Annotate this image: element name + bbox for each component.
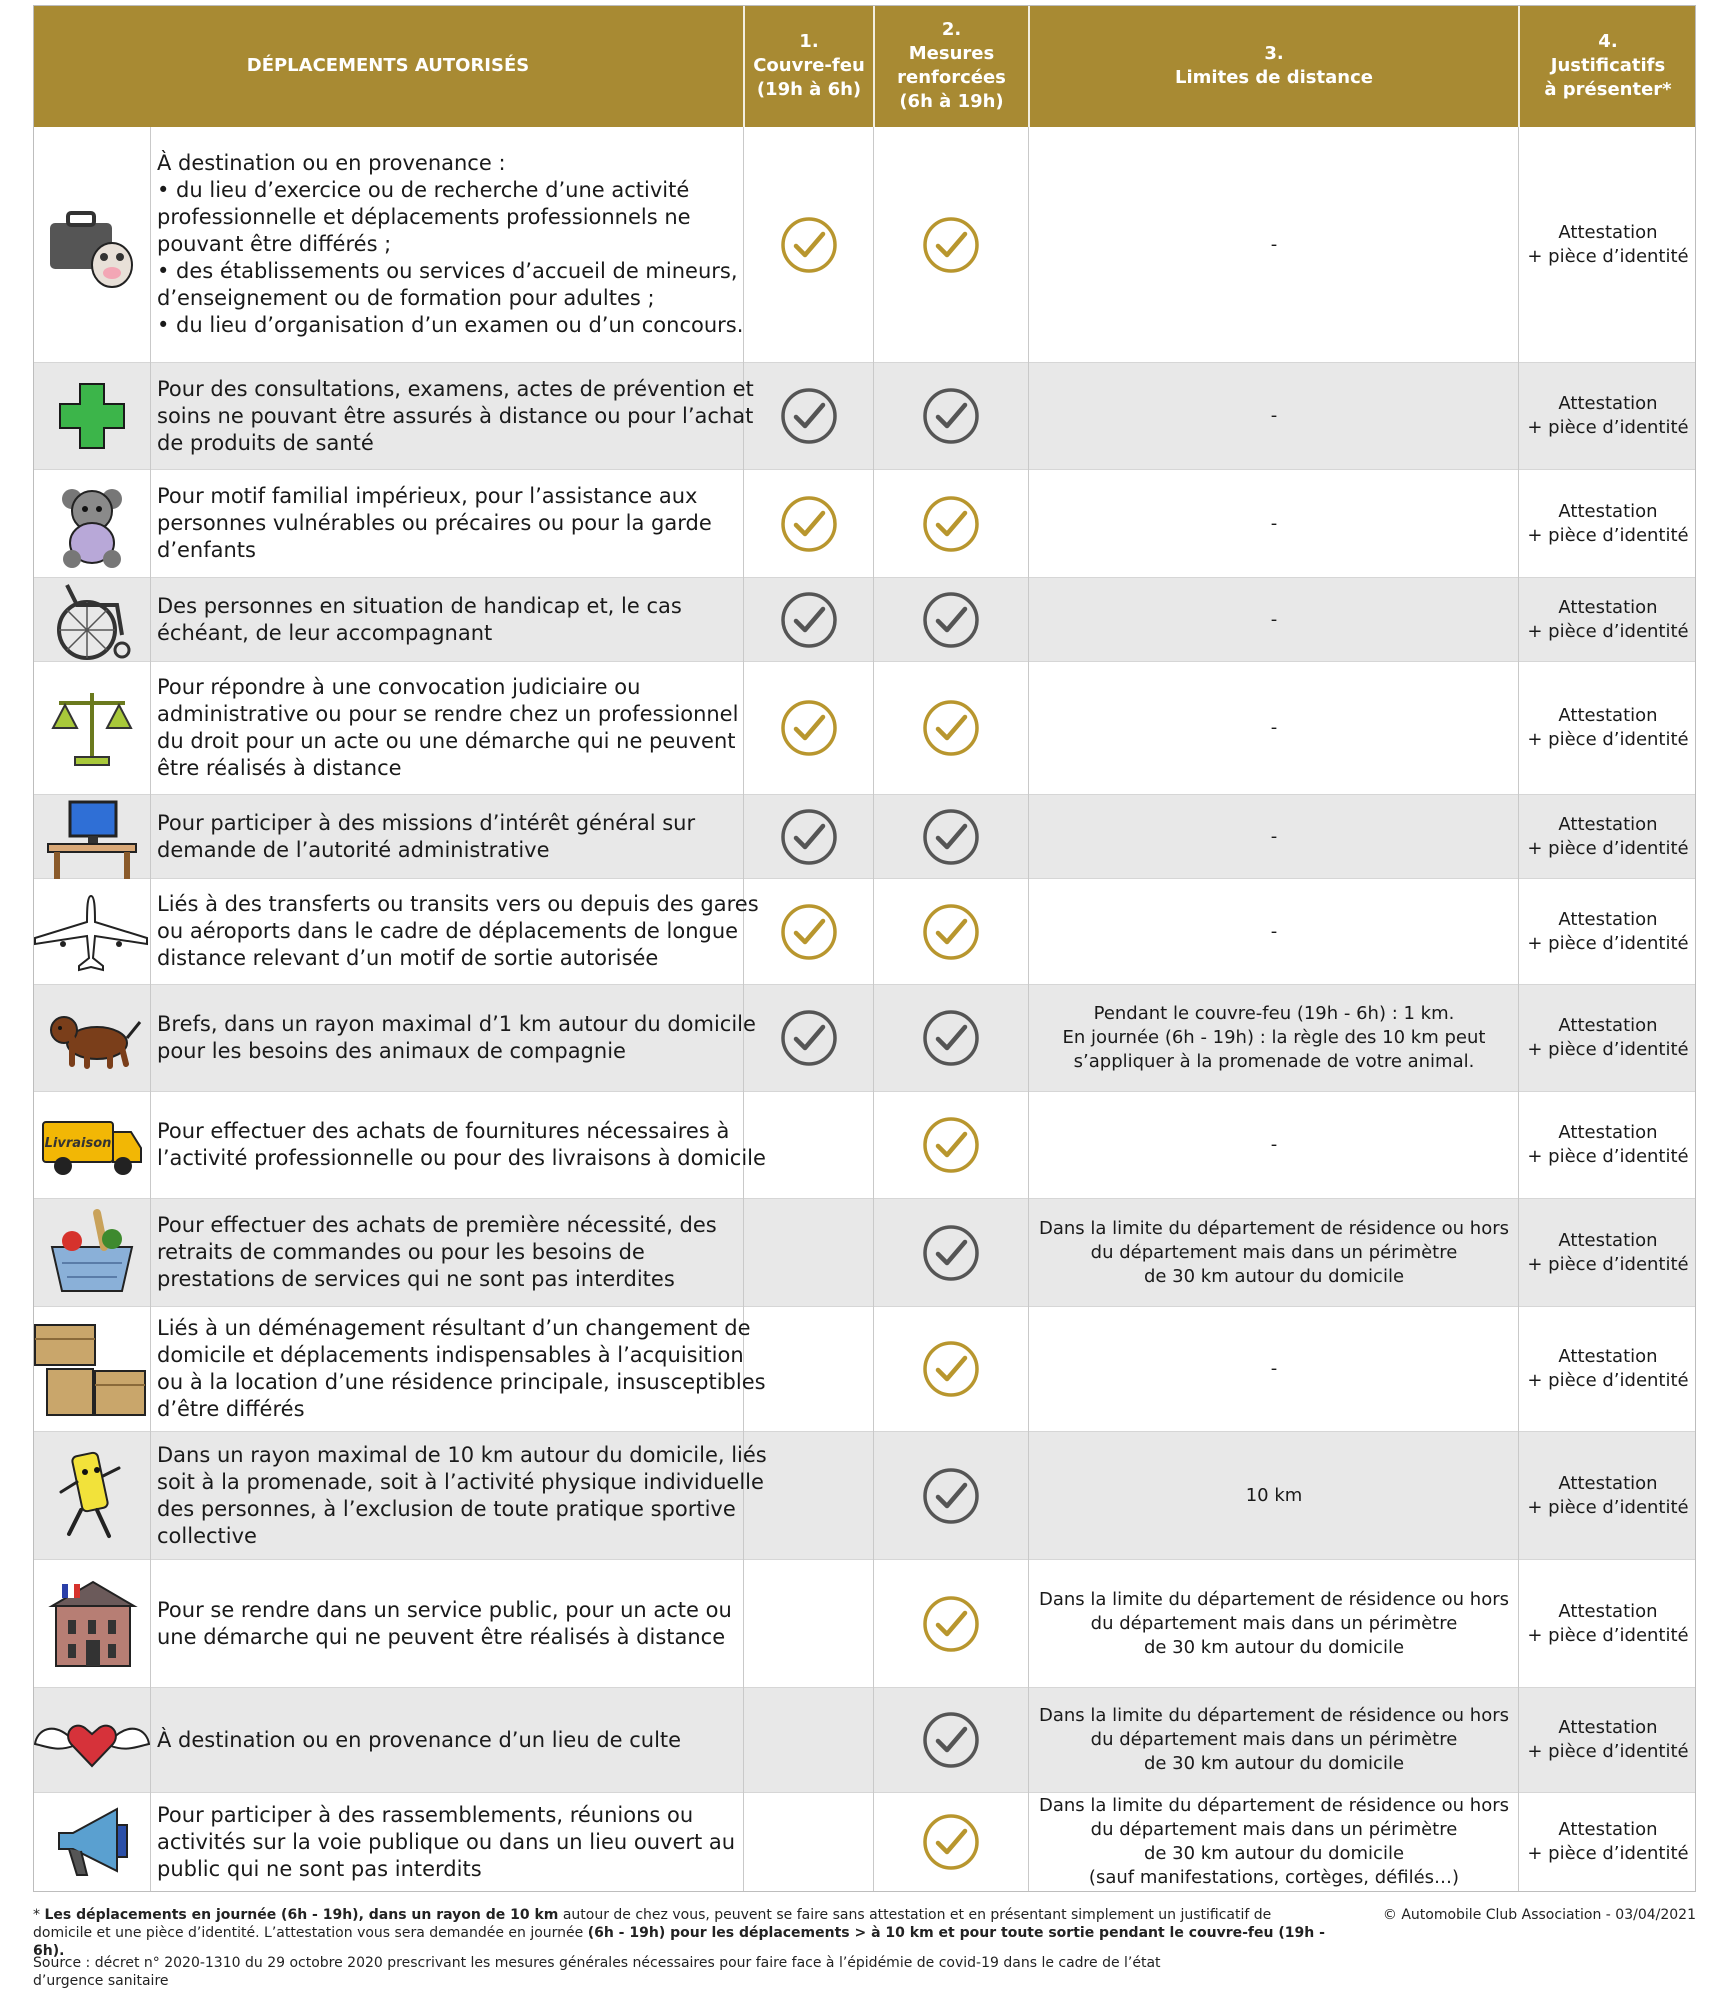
trip-description: Pour répondre à une convocation judiciaire ou administrative ou pour se rendre chez un professionnel du droit pour un acte ou une démarche qui ne peuvent être réalisés à distance <box>157 675 739 780</box>
reinforced-check-icon <box>921 1466 981 1526</box>
id-document-label: + pièce d’identité <box>1527 1843 1689 1864</box>
reinforced-check-icon <box>921 1710 981 1770</box>
distance-limit: Dans la limite du département de résidence ou hors du département mais dans un périmètre de 30 km autour du domicile <box>1038 1705 1509 1774</box>
attestation-label: Attestation <box>1558 1346 1658 1367</box>
table-row <box>33 470 1696 578</box>
table-row <box>33 1688 1696 1793</box>
table-row <box>33 1432 1696 1560</box>
id-document-label: + pièce d’identité <box>1527 1496 1689 1518</box>
required-documents <box>1520 1688 1696 1792</box>
reinforced-check-icon <box>921 1594 981 1654</box>
id-document-label: + pièce d’identité <box>1527 837 1689 859</box>
curfew-check-icon <box>779 902 839 962</box>
id-document-label: + pièce d’identité <box>1527 1146 1689 1167</box>
header-authorized-trips: DÉPLACEMENTS AUTORISÉS <box>246 55 530 76</box>
table-row <box>33 1307 1696 1432</box>
id-document-label: + pièce d’identité <box>1527 1741 1689 1762</box>
required-documents <box>1520 578 1696 661</box>
footnote-asterisk: * <box>33 1907 45 1923</box>
table-header <box>33 5 1696 127</box>
required-documents <box>1520 363 1696 469</box>
required-documents <box>1520 795 1696 878</box>
trip-description: Pour participer à des rassemblements, réunions ou activités sur la voie publique ou dans un lieu ouvert au public qui ne sont pas interdits <box>157 1802 736 1881</box>
distance-limit: - <box>1270 717 1278 738</box>
reinforced-check-icon <box>921 1223 981 1283</box>
attestation-label: Attestation <box>1558 596 1658 618</box>
reinforced-check-icon <box>921 1812 981 1872</box>
reinforced-check-icon <box>921 902 981 962</box>
trip-description: Pour motif familial impérieux, pour l’assistance aux personnes vulnérables ou précaires ou pour la garde d’enfants <box>157 484 712 562</box>
distance-limit: Pendant le couvre-feu (19h - 6h) : 1 km. En journée (6h - 19h) : la règle des 10 km peut s’appliquer à la promenade de votre animal. <box>1062 1003 1486 1072</box>
distance-limit: Dans la limite du département de résidence ou hors du département mais dans un périmètre de 30 km autour du domicile <box>1038 1588 1509 1658</box>
footnote-bold-1: Les déplacements en journée (6h - 19h), dans un rayon de 10 km <box>44 1907 559 1923</box>
curfew-check-icon <box>779 1008 839 1068</box>
trip-description: Pour effectuer des achats de fournitures nécessaires à l’activité professionnelle ou pour des livraisons à domicile <box>157 1119 766 1170</box>
table-row <box>33 1793 1696 1892</box>
id-document-label: + pièce d’identité <box>1527 620 1689 642</box>
moving-boxes-icon <box>33 1307 150 1431</box>
curfew-check-icon <box>779 807 839 867</box>
table-row <box>33 985 1696 1092</box>
attestation-label: Attestation <box>1558 393 1658 414</box>
table-row <box>33 363 1696 470</box>
trip-description: Des personnes en situation de handicap et, le cas échéant, de leur accompagnant <box>157 593 682 645</box>
distance-limit: - <box>1270 512 1278 534</box>
attestation-label: Attestation <box>1558 813 1658 835</box>
trip-description: Pour des consultations, examens, actes de prévention et soins ne pouvant être assurés à distance ou pour l’achat de produits de santé <box>157 376 754 455</box>
header-curfew: 1. Couvre-feu (19h à 6h) <box>753 31 865 100</box>
required-documents <box>1520 1560 1696 1687</box>
table-row <box>33 578 1696 662</box>
id-document-label: + pièce d’identité <box>1527 932 1689 954</box>
id-document-label: + pièce d’identité <box>1527 417 1689 438</box>
footnote-bold-2: (6h - 19h) pour les déplacements > à 10 km et pour toute sortie pendant le couvre-feu (19h - 6h). <box>33 1925 1325 1959</box>
distance-limit: 10 km <box>1245 1484 1303 1506</box>
trip-description: Brefs, dans un rayon maximal d’1 km autour du domicile pour les besoins des animaux de compagnie <box>157 1012 756 1063</box>
distance-limit: - <box>1270 405 1278 426</box>
reinforced-check-icon <box>921 215 981 275</box>
teddy-bear-icon <box>33 470 150 577</box>
dog-icon <box>33 985 150 1091</box>
required-documents <box>1520 1793 1696 1891</box>
attestation-label: Attestation <box>1558 1015 1658 1036</box>
trip-description: Pour se rendre dans un service public, pour un acte ou une démarche qui ne peuvent être réalisés à distance <box>157 1597 732 1649</box>
attestation-label: Attestation <box>1558 705 1658 726</box>
distance-limit: - <box>1270 1358 1278 1379</box>
required-documents <box>1520 127 1696 362</box>
source-note: Source : décret n° 2020-1310 du 29 octobre 2020 prescrivant les mesures générales nécessaires pour faire face à l’épidémie de covid-19 dans le cadre de l’état d’urgence sanitaire <box>33 1955 1161 1989</box>
id-document-label: + pièce d’identité <box>1527 1370 1689 1391</box>
id-document-label: + pièce d’identité <box>1527 1624 1689 1646</box>
delivery-van-icon <box>33 1092 150 1198</box>
id-document-label: + pièce d’identité <box>1527 1039 1689 1060</box>
megaphone-icon <box>33 1793 150 1891</box>
required-documents <box>1520 985 1696 1091</box>
required-documents <box>1520 1432 1696 1559</box>
scales-icon <box>33 662 150 794</box>
reinforced-check-icon <box>921 698 981 758</box>
reinforced-check-icon <box>921 1115 981 1175</box>
required-documents <box>1520 662 1696 794</box>
distance-limit: - <box>1270 233 1278 255</box>
trip-description: À destination ou en provenance d’un lieu de culte <box>157 1727 682 1752</box>
trip-description: Liés à un déménagement résultant d’un changement de domicile et déplacements indispensables à l’acquisition ou à la location d’une résidence principale, insusceptibles d’être différés <box>157 1316 766 1421</box>
table-row <box>33 795 1696 879</box>
trip-description: Pour effectuer des achats de première nécessité, des retraits de commandes ou pour les besoins de prestations de services qui ne sont pas interdites <box>157 1213 717 1291</box>
town-hall-icon <box>33 1560 150 1687</box>
table-row <box>33 879 1696 985</box>
briefcase-icon <box>33 127 150 362</box>
required-documents <box>1520 1092 1696 1198</box>
attestation-label: Attestation <box>1558 1122 1658 1143</box>
attestation-label: Attestation <box>1558 500 1658 522</box>
van-label: Livraison <box>44 1136 112 1151</box>
footnote <box>33 1906 1333 1960</box>
header-distance-limits: 3. Limites de distance <box>1175 43 1373 88</box>
trip-description: Dans un rayon maximal de 10 km autour du domicile, liés soit à la promenade, soit à l’activité physique individuelle des personnes, à l’exclusion de toute pratique sportive collective <box>157 1442 767 1548</box>
trip-description: Pour participer à des missions d’intérêt général sur demande de l’autorité administrative <box>157 810 696 862</box>
id-document-label: + pièce d’identité <box>1527 729 1689 750</box>
reinforced-check-icon <box>921 590 981 650</box>
attestation-label: Attestation <box>1558 1819 1658 1840</box>
wheelchair-icon <box>33 578 150 661</box>
required-documents <box>1520 1307 1696 1431</box>
attestation-label: Attestation <box>1558 221 1658 243</box>
winged-heart-icon <box>33 1688 150 1792</box>
medical-cross-icon <box>33 363 150 469</box>
header-reinforced-measures: 2. Mesures renforcées (6h à 19h) <box>897 19 1006 112</box>
table-row <box>33 662 1696 795</box>
attestation-label: Attestation <box>1558 1717 1658 1738</box>
required-documents <box>1520 470 1696 577</box>
airplane-icon <box>33 879 150 984</box>
shopping-basket-icon <box>33 1199 150 1306</box>
attestation-label: Attestation <box>1558 908 1658 930</box>
attestation-label: Attestation <box>1558 1472 1658 1494</box>
reinforced-check-icon <box>921 1339 981 1399</box>
trip-description: À destination ou en provenance : • du lieu d’exercice ou de recherche d’une activité professionnelle et déplacements professionnels ne pouvant être différés ; • des établissements ou services d’accueil de mineurs, d’enseignement ou de formation pour adultes ; • du lieu d’organisation d’un examen ou d’un concours. <box>157 151 744 337</box>
distance-limit: Dans la limite du département de résidence ou hors du département mais dans un périmètre de 30 km autour du domicile <box>1038 1217 1509 1287</box>
id-document-label: + pièce d’identité <box>1527 524 1689 546</box>
required-documents <box>1520 879 1696 984</box>
curfew-check-icon <box>779 698 839 758</box>
curfew-check-icon <box>779 494 839 554</box>
table-row <box>33 127 1696 363</box>
table-row <box>33 1199 1696 1307</box>
header-documents: 4. Justificatifs à présenter* <box>1544 31 1672 100</box>
table-row <box>33 1560 1696 1688</box>
reinforced-check-icon <box>921 807 981 867</box>
credit: © Automobile Club Association - 03/04/2021 <box>1382 1907 1696 1923</box>
reinforced-check-icon <box>921 494 981 554</box>
reinforced-check-icon <box>921 386 981 446</box>
distance-limit: - <box>1270 608 1278 630</box>
id-document-label: + pièce d’identité <box>1527 1253 1689 1275</box>
running-person-icon <box>33 1432 150 1559</box>
curfew-check-icon <box>779 215 839 275</box>
distance-limit: - <box>1270 920 1278 942</box>
curfew-check-icon <box>779 590 839 650</box>
distance-limit: Dans la limite du département de résidence ou hors du département mais dans un périmètre de 30 km autour du domicile (sauf manifestations, cortèges, défilés…) <box>1038 1795 1509 1888</box>
trip-description: Liés à des transferts ou transits vers ou depuis des gares ou aéroports dans le cadre de déplacements de longue distance relevant d’un motif de sortie autorisée <box>157 892 759 970</box>
attestation-label: Attestation <box>1558 1229 1658 1251</box>
reinforced-check-icon <box>921 1008 981 1068</box>
computer-desk-icon <box>33 795 150 878</box>
distance-limit: - <box>1270 1134 1278 1155</box>
required-documents <box>1520 1199 1696 1306</box>
footnote-plain: autour de chez vous, peuvent se faire sans attestation et en présentant simplement un justificatif de domicile et une pièce d’identité. L’attestation vous sera demandée en journée <box>33 1907 1272 1941</box>
curfew-check-icon <box>779 386 839 446</box>
attestation-label: Attestation <box>1558 1600 1658 1622</box>
id-document-label: + pièce d’identité <box>1527 245 1689 267</box>
distance-limit: - <box>1270 825 1278 847</box>
table-row <box>33 1092 1696 1199</box>
